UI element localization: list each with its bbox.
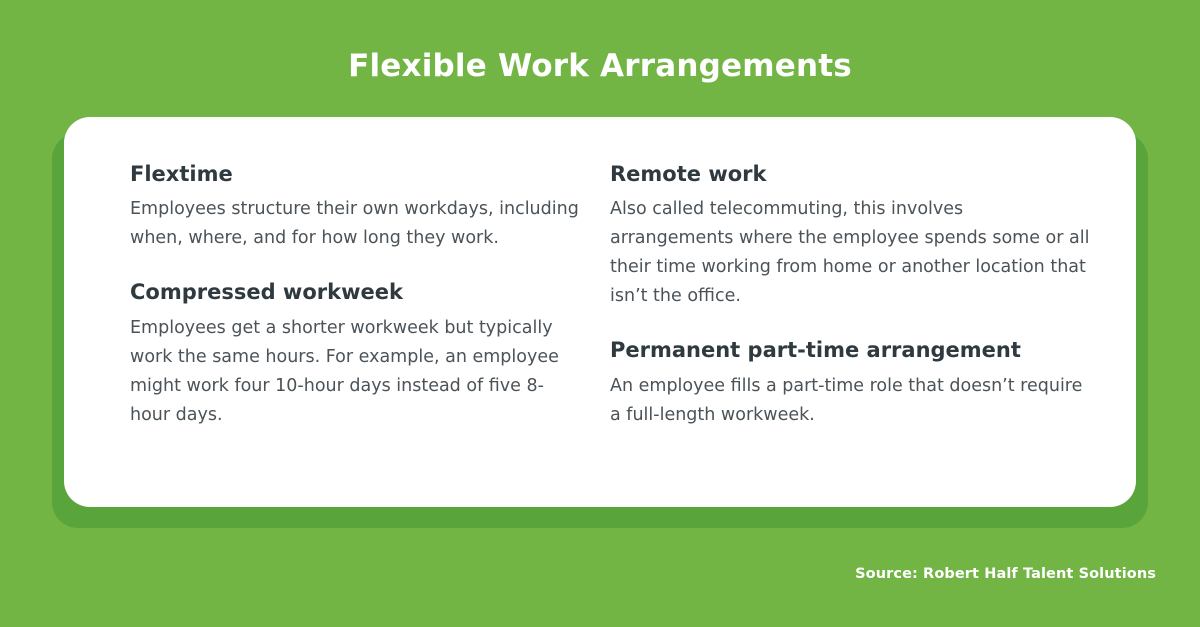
content-card bbox=[64, 117, 1136, 507]
column-left bbox=[130, 161, 610, 430]
column-right bbox=[610, 161, 1090, 430]
list-item bbox=[130, 161, 580, 253]
list-item bbox=[610, 161, 1090, 311]
item-body: An employee fills a part-time role that doesn’t require a full-length workweek. bbox=[610, 375, 1083, 425]
list-item bbox=[610, 337, 1090, 429]
item-heading: Flextime bbox=[130, 162, 233, 186]
item-body: Also called telecommuting, this involves arrangements where the employee spends some or all their time working from home or another location that isn’t the office. bbox=[610, 199, 1090, 307]
item-heading: Remote work bbox=[610, 162, 767, 186]
page-title: Flexible Work Arrangements bbox=[348, 48, 852, 84]
item-heading: Compressed workweek bbox=[130, 280, 403, 305]
source-attribution: Source: Robert Half Talent Solutions bbox=[855, 566, 1156, 582]
item-body: Employees structure their own workdays, including when, where, and for how long they work. bbox=[130, 199, 579, 249]
item-body: Employees get a shorter workweek but typically work the same hours. For example, an employee might work four 10-hour days instead of five 8-hour days. bbox=[130, 317, 559, 425]
item-heading: Permanent part-time arrangement bbox=[610, 338, 1021, 363]
list-item bbox=[130, 279, 580, 429]
